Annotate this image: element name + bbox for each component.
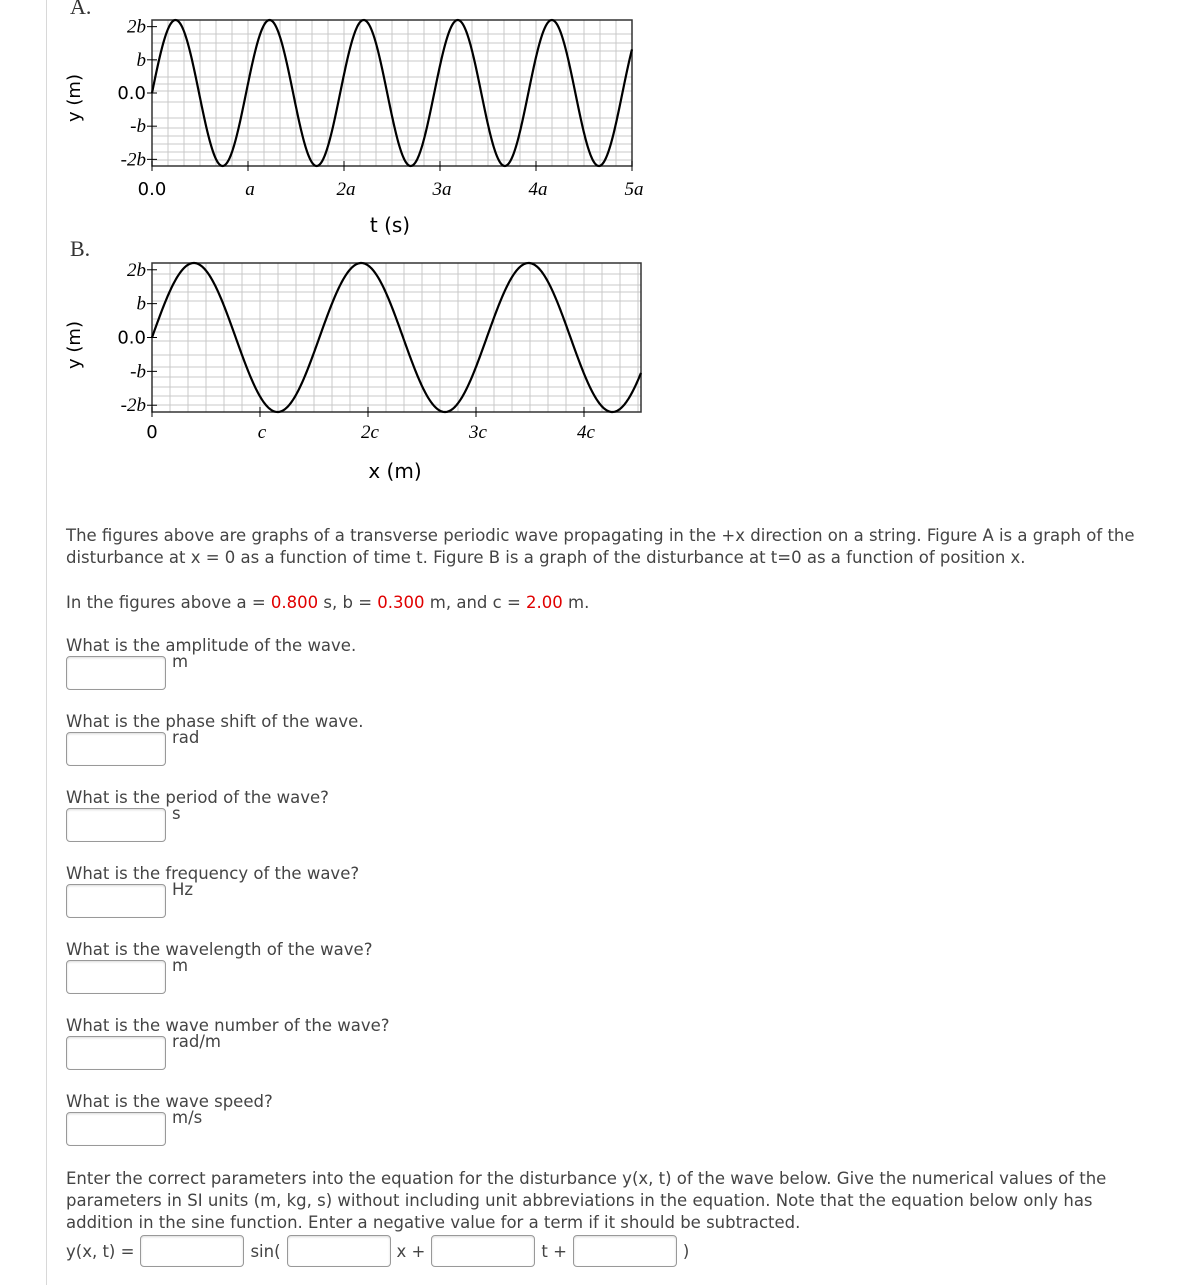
y-tick-label: 2b	[127, 259, 146, 281]
x-tick-label: 4a	[528, 179, 548, 200]
answer-row-period	[66, 804, 181, 844]
y-tick-label: b	[136, 293, 146, 315]
equation-lhs: y(x, t) =	[66, 1241, 135, 1261]
x-tick-label: a	[245, 179, 255, 200]
y-tick-label: 2b	[127, 16, 146, 38]
given-values	[66, 592, 589, 614]
b-value: 0.300	[377, 593, 425, 612]
intro-line-1: The figures above are graphs of a transverse periodic wave propagating in the +x direction on a string. Figure A is a graph of the	[66, 526, 1135, 545]
x-tick-label: 3a	[432, 179, 452, 200]
amplitude-unit: m	[172, 652, 189, 671]
x-tick-label: 2c	[361, 422, 379, 443]
answer-row-wave-number	[66, 1032, 222, 1072]
y-tick-label: -2b	[120, 395, 146, 417]
question-wavelength: What is the wavelength of the wave?	[66, 940, 373, 959]
figures-svg	[0, 0, 1198, 500]
period-input[interactable]	[66, 808, 166, 842]
figure-b	[64, 236, 641, 483]
given-prefix: In the figures above a =	[66, 593, 271, 612]
question-wave-speed: What is the wave speed?	[66, 1092, 273, 1111]
x-axis-label: x (m)	[368, 459, 422, 483]
a-value: 0.800	[270, 593, 319, 612]
wave-speed-input[interactable]	[66, 1112, 166, 1146]
equation-instructions	[66, 1168, 1106, 1234]
equation-close: )	[682, 1241, 690, 1261]
figure-a	[64, 0, 644, 237]
x-tick-label: 2a	[336, 179, 356, 200]
phase-shift-unit: rad	[172, 728, 200, 747]
answer-row-wavelength	[66, 956, 189, 996]
x-axis-label: t (s)	[369, 213, 411, 237]
intro-text	[66, 525, 1135, 569]
frequency-unit: Hz	[172, 880, 194, 899]
instructions-line-1: Enter the correct parameters into the equation for the disturbance y(x, t) of the wave below. Give the numerical values of the	[66, 1169, 1107, 1188]
amplitude-input[interactable]	[66, 656, 166, 690]
figure-label: A.	[70, 0, 92, 19]
wavelength-input[interactable]	[66, 960, 166, 994]
question-frequency: What is the frequency of the wave?	[66, 864, 360, 883]
question-period: What is the period of the wave?	[66, 788, 329, 807]
eq-k-input[interactable]	[287, 1235, 391, 1267]
phase-shift-input[interactable]	[66, 732, 166, 766]
period-unit: s	[172, 804, 181, 823]
grid	[152, 263, 641, 412]
c-unit: m.	[562, 593, 590, 612]
equation-x-plus: x +	[396, 1241, 426, 1261]
b-unit: m, and c =	[424, 593, 527, 612]
eq-omega-input[interactable]	[431, 1235, 535, 1267]
instructions-line-3: addition in the sine function. Enter a negative value for a term if it should be subtracted.	[66, 1213, 801, 1232]
wave-number-unit: rad/m	[172, 1032, 222, 1051]
x-tick-label: 0	[146, 422, 158, 443]
question-wave-number: What is the wave number of the wave?	[66, 1016, 390, 1035]
y-tick-label: -b	[130, 116, 146, 138]
eq-amplitude-input[interactable]	[140, 1235, 244, 1267]
figure-label: B.	[70, 236, 91, 261]
y-tick-label: -b	[130, 361, 146, 383]
x-tick-label: 4c	[577, 422, 595, 443]
instructions-line-2: parameters in SI units (m, kg, s) without including unit abbreviations in the equation. Note that the equation below only has	[66, 1191, 1093, 1210]
answer-row-frequency	[66, 880, 194, 920]
wave-number-input[interactable]	[66, 1036, 166, 1070]
x-tick-label: 3c	[469, 422, 487, 443]
answer-row-phase-shift	[66, 728, 200, 768]
c-value: 2.00	[526, 593, 563, 612]
question-phase-shift: What is the phase shift of the wave.	[66, 712, 364, 731]
x-tick-label: 0.0	[137, 179, 167, 200]
y-tick-label: 0.0	[117, 327, 146, 349]
equation-sin: sin(	[250, 1241, 281, 1261]
equation-t-plus: t +	[541, 1241, 567, 1261]
wavelength-unit: m	[172, 956, 189, 975]
answer-row-wave-speed	[66, 1108, 203, 1148]
y-axis-label: y (m)	[64, 74, 85, 122]
y-tick-label: 0.0	[117, 83, 146, 104]
question-amplitude: What is the amplitude of the wave.	[66, 636, 357, 655]
y-tick-label: -2b	[120, 149, 146, 171]
x-tick-label: c	[257, 422, 267, 443]
wave-speed-unit: m/s	[172, 1108, 203, 1127]
a-unit: s, b =	[318, 593, 378, 612]
intro-line-2: disturbance at x = 0 as a function of time t. Figure B is a graph of the disturbance at t=0 as a function of position x.	[66, 548, 1026, 567]
x-tick-label: 5a	[624, 179, 644, 200]
y-axis-label: y (m)	[64, 321, 85, 369]
y-tick-label: b	[136, 49, 146, 71]
frequency-input[interactable]	[66, 884, 166, 918]
eq-phase-input[interactable]	[573, 1235, 677, 1267]
grid	[152, 20, 632, 166]
equation-row	[66, 1235, 695, 1267]
answer-row-amplitude	[66, 652, 189, 692]
